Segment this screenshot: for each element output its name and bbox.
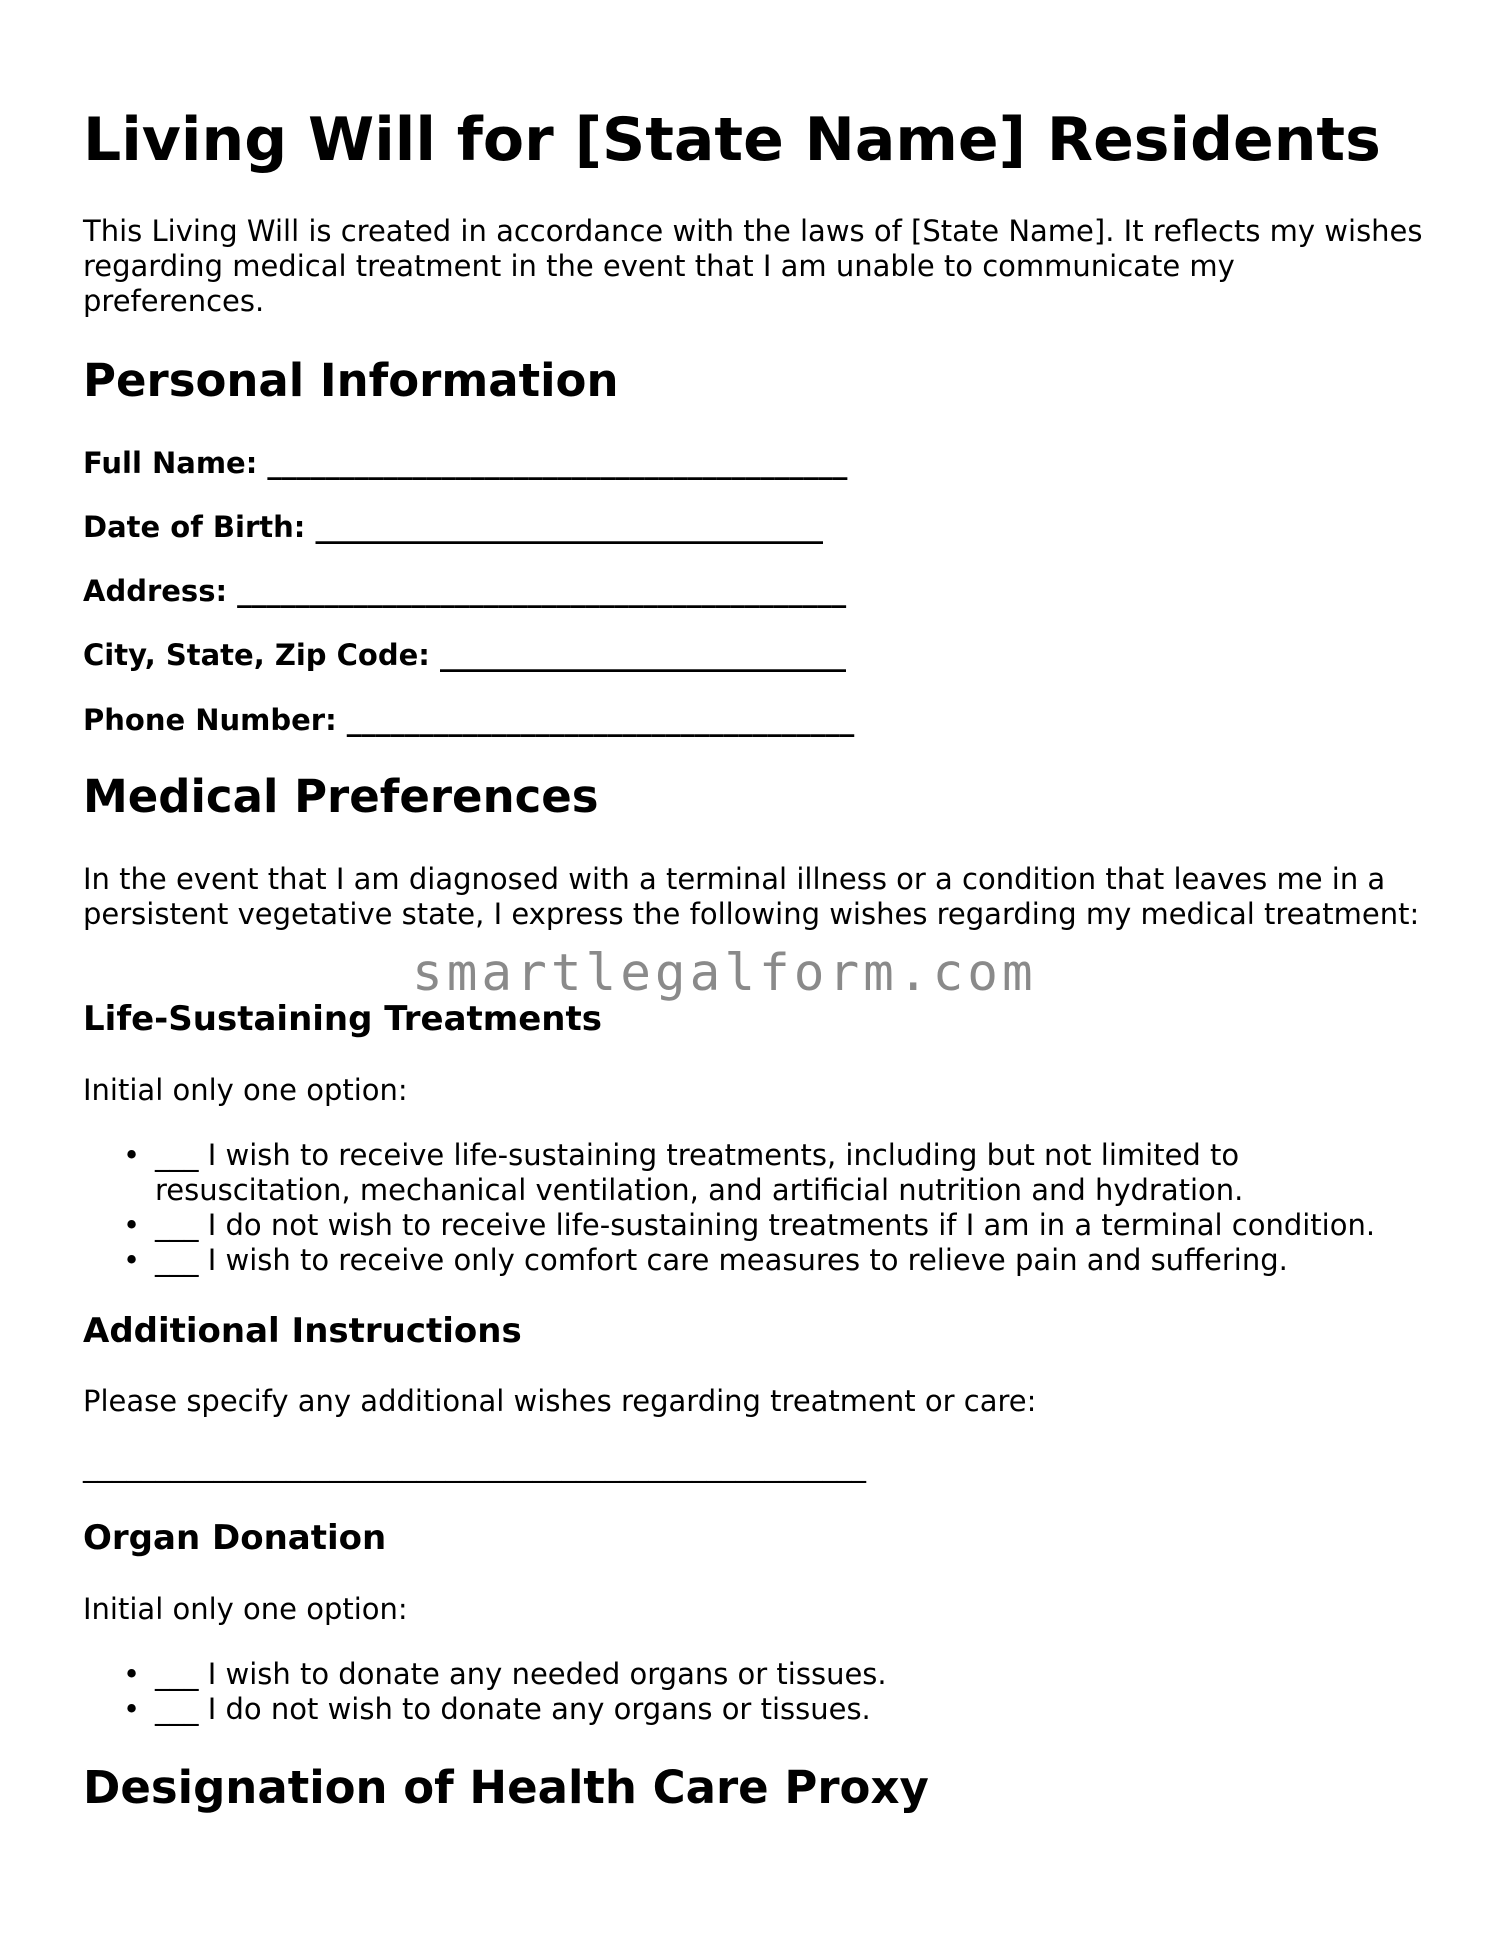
list-item: • ___ I wish to receive only comfort care measures to relieve pain and suffering. <box>155 1243 1423 1278</box>
intro-paragraph: This Living Will is created in accordance with the laws of [State Name]. It reflects my wishes regarding medical treatment in the event that I am unable to communicate my preferences. <box>83 214 1423 318</box>
health-care-proxy-heading: Designation of Health Care Proxy <box>83 1761 929 1814</box>
list-item: • ___ I do not wish to receive life-sustaining treatments if I am in a terminal condition. <box>155 1208 1423 1243</box>
dob-field: Date of Birth: ___________________________________ <box>83 510 823 544</box>
life-sustaining-options <box>83 1138 1423 1278</box>
phone-field: Phone Number: ___________________________________ <box>83 703 855 737</box>
medical-preferences-heading: Medical Preferences <box>83 770 599 823</box>
medical-intro-paragraph: In the event that I am diagnosed with a terminal illness or a condition that leaves me in a persistent vegetative state, I express the following wishes regarding my medical treatment: <box>83 862 1420 931</box>
additional-instructions-text: Please specify any additional wishes regarding treatment or care: <box>83 1384 1037 1418</box>
list-item: • ___ I wish to donate any needed organs or tissues. <box>155 1657 887 1692</box>
address-field: Address: __________________________________________ <box>83 574 847 608</box>
organ-donation-options <box>83 1657 887 1727</box>
watermark-text: smartlegalform.com <box>412 944 1037 1003</box>
organ-donation-heading: Organ Donation <box>83 1518 387 1558</box>
full-name-field: Full Name: ________________________________________ <box>83 446 848 480</box>
additional-instructions-blank: ______________________________________________________ <box>83 1449 866 1483</box>
list-item: • ___ I do not wish to donate any organs or tissues. <box>155 1692 887 1727</box>
life-sustaining-heading: Life-Sustaining Treatments <box>83 999 602 1039</box>
page-title: Living Will for [State Name] Residents <box>83 105 1381 175</box>
personal-info-heading: Personal Information <box>83 354 619 407</box>
organ-donation-instruction: Initial only one option: <box>83 1592 408 1626</box>
additional-instructions-heading: Additional Instructions <box>83 1311 522 1351</box>
list-item: • ___ I wish to receive life-sustaining treatments, including but not limited to resuscitation, mechanical ventilation, and artificial nutrition and hydration. <box>155 1138 1423 1208</box>
city-state-zip-field: City, State, Zip Code: ____________________________ <box>83 638 846 672</box>
life-sustaining-instruction: Initial only one option: <box>83 1073 408 1107</box>
